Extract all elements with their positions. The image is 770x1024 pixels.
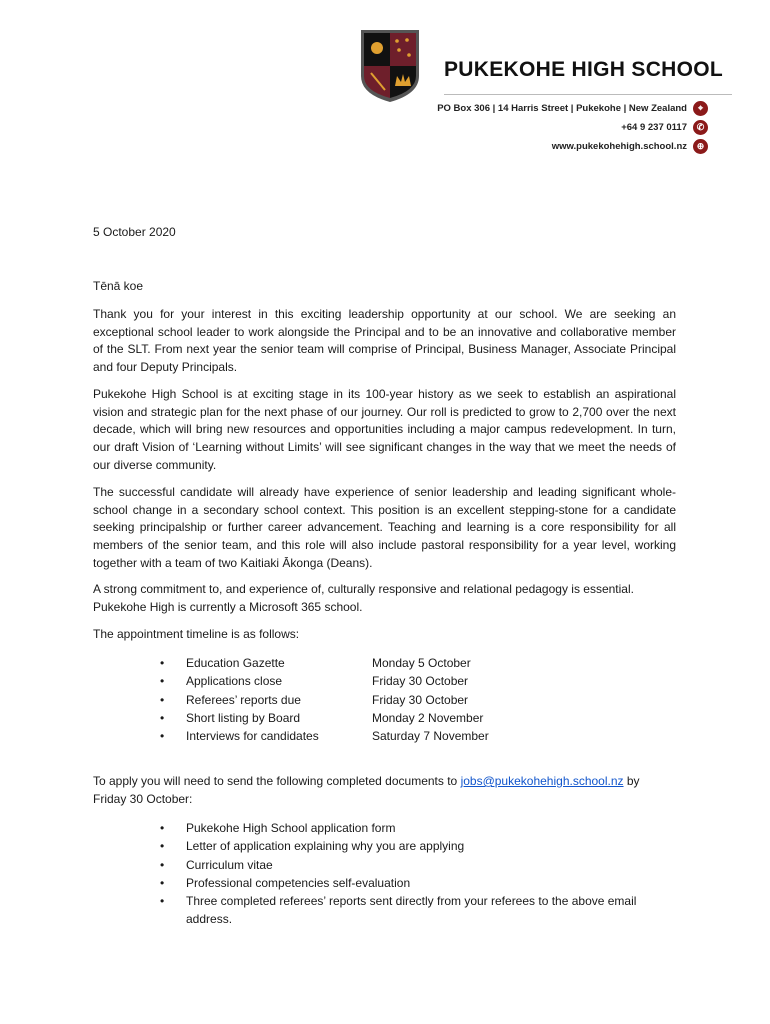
timeline-row: • Short listing by Board Monday 2 November xyxy=(160,709,489,727)
phone-icon: ✆ xyxy=(693,120,708,135)
timeline-item: Applications close xyxy=(186,674,283,689)
paragraph-2: Pukekohe High School is at exciting stage in its 100-year history as we seek to establish an aspirational vision and strategic plan for the next phase of our journey. Our roll is predicted to grow to 2,700 over the next decade, which will bring new resources and opportunities including a major campus redevelopment. In turn, our draft Vision of ‘Learning without Limits’ will see significant changes in the way that we meet the needs of our diverse community. xyxy=(93,387,676,472)
paragraph-1: Thank you for your interest in this exciting leadership opportunity at our school. We are seeking an exceptional school leader to work alongside the Principal and to be an innovative and collaborative member of the SLT. From next year the senior team will comprise of Principal, Business Manager, Associate Principal and four Deputy Principals. xyxy=(93,307,676,375)
location-pin-icon: ⌖ xyxy=(693,101,708,116)
school-crest-logo xyxy=(359,28,421,104)
website-line xyxy=(552,139,708,154)
timeline-date: Monday 2 November xyxy=(372,710,484,725)
timeline-item: Education Gazette xyxy=(186,656,285,670)
apply-paragraph: To apply you will need to send the following completed documents to jobs@pukekohehigh.school.nz by Friday 30 October: xyxy=(93,774,640,806)
document-item: • Curriculum vitae xyxy=(160,857,273,872)
phone-line xyxy=(621,120,708,135)
paragraph-3: The successful candidate will already have experience of senior leadership and leading significant whole-school change in a secondary school context. This position is an excellent stepping-stone for a candidate seeking principalship or further career advancement. Teaching and learning is a core responsibility for all members of the senior team, and this role will also include pastoral responsibility for a year level, working together with a team of two Kaitiaki Ākonga (Deans). xyxy=(93,485,676,570)
school-name: PUKEKOHE HIGH SCHOOL xyxy=(444,58,724,81)
timeline-item: Short listing by Board xyxy=(186,710,301,725)
timeline-item: Referees’ reports due xyxy=(186,692,301,707)
paragraph-4: A strong commitment to, and experience of, culturally responsive and relational pedagogy is essential. Pukekohe High is currently a Microsoft 365 school. xyxy=(93,582,634,614)
timeline-row: • Education Gazette Monday 5 October xyxy=(160,654,489,672)
letter-date: 5 October 2020 xyxy=(93,225,176,239)
timeline-date: Saturday 7 November xyxy=(372,729,489,744)
timeline-intro: The appointment timeline is as follows: xyxy=(93,627,300,641)
header-divider xyxy=(444,94,732,95)
documents-list xyxy=(160,819,676,929)
timeline-date: Friday 30 October xyxy=(372,692,469,707)
document-item: • Three completed referees’ reports sent directly from your referees to the above email address. xyxy=(160,894,637,927)
address-line xyxy=(437,101,708,116)
document-item: • Professional competencies self-evaluation xyxy=(160,875,411,890)
document-item: • Pukekohe High School application form xyxy=(160,821,396,835)
website-text: www.pukekohehigh.school.nz xyxy=(551,141,687,152)
document-item: • Letter of application explaining why you are applying xyxy=(160,839,465,854)
timeline-item: Interviews for candidates xyxy=(186,729,319,744)
phone-text: +64 9 237 0117 xyxy=(621,122,687,133)
address-text: PO Box 306 | 14 Harris Street | Pukekohe | New Zealand xyxy=(437,103,687,114)
timeline-row: • Interviews for candidates Saturday 7 November xyxy=(160,727,489,745)
globe-icon: ⊕ xyxy=(693,139,708,154)
timeline-row: • Referees’ reports due Friday 30 October xyxy=(160,691,489,709)
timeline-row: • Applications close Friday 30 October xyxy=(160,672,489,690)
timeline-date: Friday 30 October xyxy=(372,674,469,689)
email-link[interactable]: jobs@pukekohehigh.school.nz xyxy=(460,774,624,788)
greeting: Tēnā koe xyxy=(93,279,144,293)
timeline-date: Monday 5 October xyxy=(372,656,471,670)
timeline-list xyxy=(160,654,489,745)
